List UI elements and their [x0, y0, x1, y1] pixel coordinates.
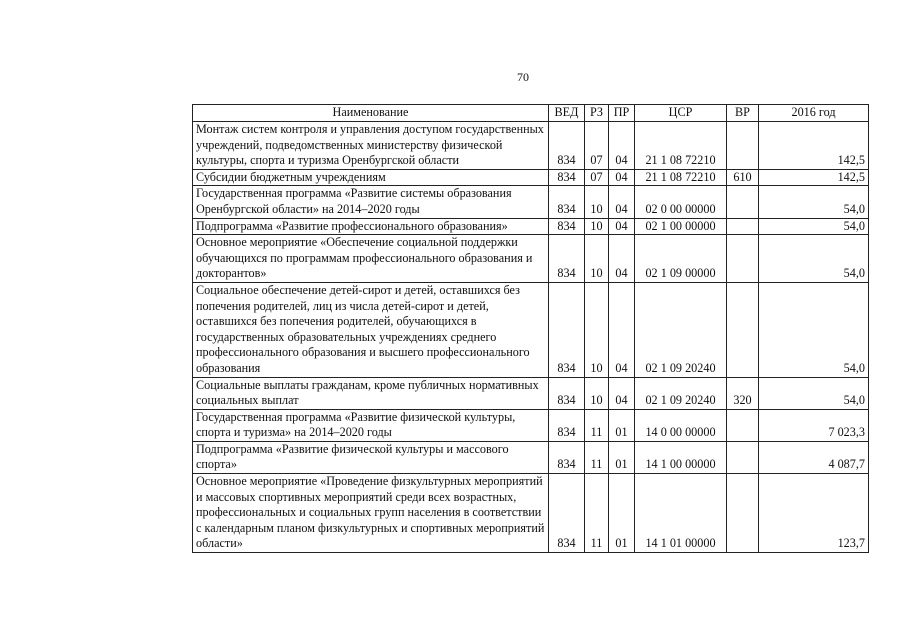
cell-csr: 14 1 01 00000	[635, 474, 727, 553]
cell-ved: 834	[549, 441, 585, 473]
cell-csr: 14 0 00 00000	[635, 409, 727, 441]
cell-csr: 21 1 08 72210	[635, 122, 727, 170]
cell-vr	[727, 122, 759, 170]
cell-vr	[727, 474, 759, 553]
cell-rz: 11	[585, 474, 609, 553]
cell-ved: 834	[549, 282, 585, 377]
table-row	[193, 441, 869, 473]
table-row	[193, 282, 869, 377]
cell-name: Подпрограмма «Развитие физической культуры и массового спорта»	[193, 441, 549, 473]
table-body	[193, 122, 869, 553]
header-name: Наименование	[193, 105, 549, 122]
table-row	[193, 169, 869, 186]
cell-vr	[727, 441, 759, 473]
cell-sum: 54,0	[759, 186, 869, 218]
cell-rz: 10	[585, 218, 609, 235]
cell-sum: 54,0	[759, 218, 869, 235]
cell-name: Основное мероприятие «Обеспечение социальной поддержки обучающихся по программам профессионального образования и докторантов»	[193, 235, 549, 283]
cell-rz: 10	[585, 282, 609, 377]
table-row	[193, 218, 869, 235]
cell-name: Государственная программа «Развитие системы образования Оренбургской области» на 2014–2020 годы	[193, 186, 549, 218]
cell-sum: 123,7	[759, 474, 869, 553]
cell-sum: 54,0	[759, 282, 869, 377]
cell-sum: 54,0	[759, 377, 869, 409]
table-row	[193, 409, 869, 441]
table-row	[193, 474, 869, 553]
cell-rz: 07	[585, 169, 609, 186]
header-sum: 2016 год	[759, 105, 869, 122]
header-ved: ВЕД	[549, 105, 585, 122]
cell-rz: 11	[585, 409, 609, 441]
cell-pr: 01	[609, 474, 635, 553]
page-number: 70	[517, 70, 529, 84]
header-csr: ЦСР	[635, 105, 727, 122]
cell-name: Субсидии бюджетным учреждениям	[193, 169, 549, 186]
cell-vr: 610	[727, 169, 759, 186]
cell-rz: 10	[585, 235, 609, 283]
cell-name: Социальное обеспечение детей-сирот и детей, оставшихся без попечения родителей, лиц из числа детей-сирот и детей, оставшихся без попечения родителей, обучающихся в государственных образовательных учреждениях среднего профессионального образования и высшего профессионального образования	[193, 282, 549, 377]
cell-pr: 04	[609, 235, 635, 283]
cell-name: Монтаж систем контроля и управления доступом государственных учреждений, подведомственных министерству физической культуры, спорта и туризма Оренбургской области	[193, 122, 549, 170]
cell-csr: 21 1 08 72210	[635, 169, 727, 186]
cell-ved: 834	[549, 186, 585, 218]
cell-sum: 7 023,3	[759, 409, 869, 441]
cell-name: Социальные выплаты гражданам, кроме публичных нормативных социальных выплат	[193, 377, 549, 409]
cell-sum: 142,5	[759, 169, 869, 186]
cell-ved: 834	[549, 169, 585, 186]
cell-name: Государственная программа «Развитие физической культуры, спорта и туризма» на 2014–2020 годы	[193, 409, 549, 441]
header-rz: РЗ	[585, 105, 609, 122]
cell-csr: 02 1 00 00000	[635, 218, 727, 235]
cell-vr: 320	[727, 377, 759, 409]
cell-csr: 02 1 09 20240	[635, 377, 727, 409]
cell-ved: 834	[549, 377, 585, 409]
cell-vr	[727, 409, 759, 441]
cell-pr: 04	[609, 169, 635, 186]
cell-pr: 04	[609, 282, 635, 377]
budget-table	[192, 104, 869, 553]
table-row	[193, 186, 869, 218]
cell-sum: 142,5	[759, 122, 869, 170]
cell-ved: 834	[549, 409, 585, 441]
cell-ved: 834	[549, 474, 585, 553]
cell-csr: 02 1 09 20240	[635, 282, 727, 377]
cell-vr	[727, 186, 759, 218]
cell-rz: 10	[585, 377, 609, 409]
cell-rz: 10	[585, 186, 609, 218]
cell-sum: 4 087,7	[759, 441, 869, 473]
table-row	[193, 122, 869, 170]
cell-csr: 14 1 00 00000	[635, 441, 727, 473]
cell-name: Подпрограмма «Развитие профессионального образования»	[193, 218, 549, 235]
table-row	[193, 235, 869, 283]
cell-ved: 834	[549, 122, 585, 170]
cell-rz: 07	[585, 122, 609, 170]
cell-sum: 54,0	[759, 235, 869, 283]
header-vr: ВР	[727, 105, 759, 122]
cell-pr: 04	[609, 122, 635, 170]
header-pr: ПР	[609, 105, 635, 122]
cell-ved: 834	[549, 218, 585, 235]
cell-vr	[727, 235, 759, 283]
cell-pr: 04	[609, 186, 635, 218]
table-row	[193, 377, 869, 409]
cell-csr: 02 0 00 00000	[635, 186, 727, 218]
cell-name: Основное мероприятие «Проведение физкультурных мероприятий и массовых спортивных мероприятий среди всех возрастных, профессиональных и социальных групп населения в соответствии с календарным планом физкультурных и спортивных мероприятий области»	[193, 474, 549, 553]
cell-pr: 04	[609, 377, 635, 409]
cell-pr: 01	[609, 441, 635, 473]
cell-pr: 04	[609, 218, 635, 235]
cell-vr	[727, 218, 759, 235]
cell-ved: 834	[549, 235, 585, 283]
cell-pr: 01	[609, 409, 635, 441]
cell-csr: 02 1 09 00000	[635, 235, 727, 283]
cell-rz: 11	[585, 441, 609, 473]
cell-vr	[727, 282, 759, 377]
table-header-row	[193, 105, 869, 122]
